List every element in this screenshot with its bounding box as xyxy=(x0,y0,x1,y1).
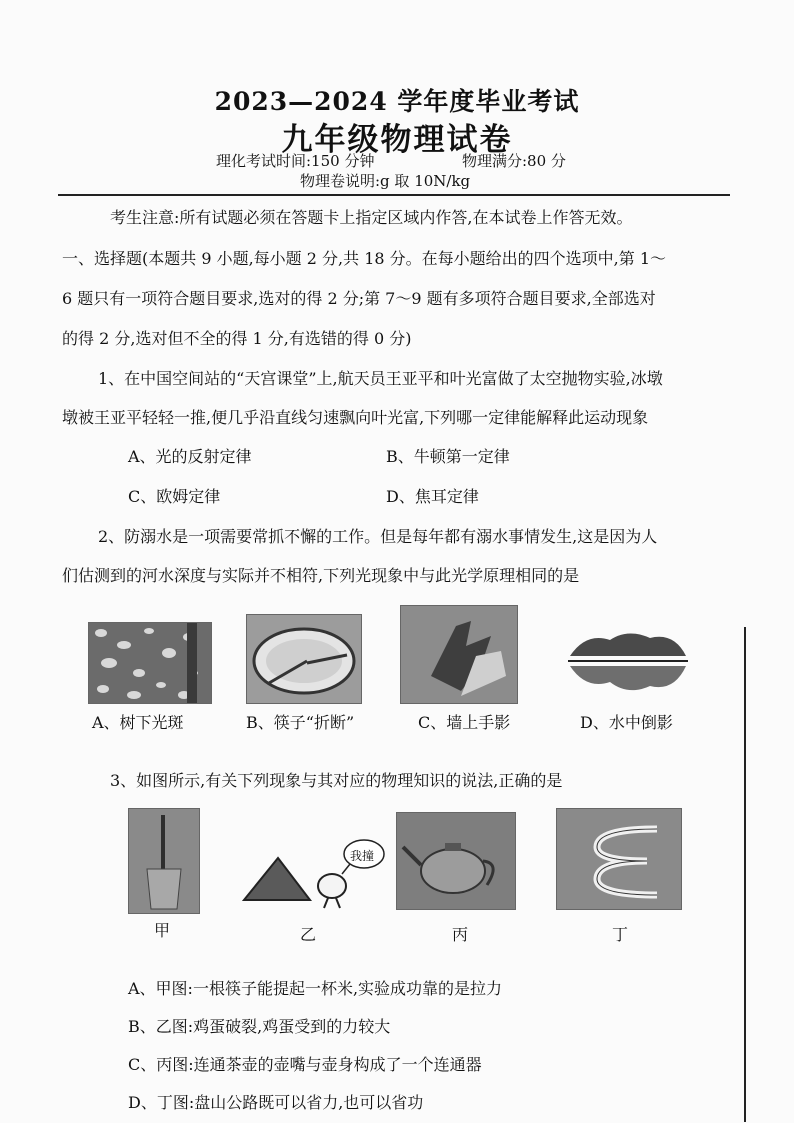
q3-option-b: B、乙图:鸡蛋破裂,鸡蛋受到的力较大 xyxy=(128,1017,391,1036)
egg-rock-image xyxy=(240,830,386,912)
tree-light-spots-image xyxy=(88,622,212,704)
q2-caption-d: D、水中倒影 xyxy=(580,713,673,732)
q3-caption-yi: 乙 xyxy=(300,925,317,944)
full-score: 物理满分:80 分 xyxy=(462,152,566,170)
q3-stem: 3、如图所示,有关下列现象与其对应的物理知识的说法,正确的是 xyxy=(110,771,563,790)
q2-stem-line: 2、防溺水是一项需要常抓不懈的工作。但是每年都有溺水事情发生,这是因为人 xyxy=(98,527,658,546)
speech-bubble-text: 我撞 xyxy=(350,849,375,863)
chopsticks-in-bowl-image xyxy=(246,614,362,704)
exam-note: 物理卷说明:g 取 10N/kg xyxy=(300,172,471,190)
q3-option-a: A、甲图:一根筷子能提起一杯米,实验成功靠的是拉力 xyxy=(128,979,503,998)
water-reflection-image xyxy=(566,626,690,700)
exam-time: 理化考试时间:150 分钟 xyxy=(216,152,375,170)
q3-caption-jia: 甲 xyxy=(154,921,171,940)
q3-caption-bing: 丙 xyxy=(452,925,469,944)
q1-stem-line: 墩被王亚平轻轻一推,便几乎沿直线匀速飘向叶光富,下列哪一定律能解释此运动现象 xyxy=(62,408,649,427)
exam-title: 2023—2024 学年度毕业考试 xyxy=(214,87,580,116)
q1-stem-line: 1、在中国空间站的“天宫课堂”上,航天员王亚平和叶光富做了太空抛物实验,冰墩 xyxy=(98,369,663,388)
mountain-road-image xyxy=(556,808,682,910)
q2-caption-a: A、树下光斑 xyxy=(92,713,184,732)
margin-line xyxy=(744,627,746,1122)
q2-stem-line: 们估测到的河水深度与实际并不相符,下列光现象中与此光学原理相同的是 xyxy=(62,566,580,585)
section-heading-line: 6 题只有一项符合题目要求,选对的得 2 分;第 7～9 题有多项符合题目要求,全部选对 xyxy=(62,289,656,308)
q1-option-d: D、焦耳定律 xyxy=(386,487,479,506)
header-divider xyxy=(58,194,730,196)
candidate-notice: 考生注意:所有试题必须在答题卡上指定区域内作答,在本试卷上作答无效。 xyxy=(110,208,633,227)
q3-option-d: D、丁图:盘山公路既可以省力,也可以省功 xyxy=(128,1093,424,1112)
chopstick-rice-image xyxy=(128,808,200,914)
q3-option-c: C、丙图:连通茶壶的壶嘴与壶身构成了一个连通器 xyxy=(128,1055,482,1074)
q2-caption-c: C、墙上手影 xyxy=(418,713,511,732)
q2-caption-b: B、筷子“折断” xyxy=(246,713,355,732)
section-heading-line: 一、选择题(本题共 9 小题,每小题 2 分,共 18 分。在每小题给出的四个选项中,第 1～ xyxy=(62,249,667,268)
hand-shadow-image xyxy=(400,605,518,704)
q1-option-a: A、光的反射定律 xyxy=(128,447,252,466)
section-heading-line: 的得 2 分,选对但不全的得 1 分,有选错的得 0 分) xyxy=(62,329,412,348)
q3-caption-ding: 丁 xyxy=(612,925,629,944)
teapot-image xyxy=(396,812,516,910)
q1-option-c: C、欧姆定律 xyxy=(128,487,221,506)
q1-option-b: B、牛顿第一定律 xyxy=(386,447,510,466)
paper-title: 九年级物理试卷 xyxy=(281,122,513,158)
